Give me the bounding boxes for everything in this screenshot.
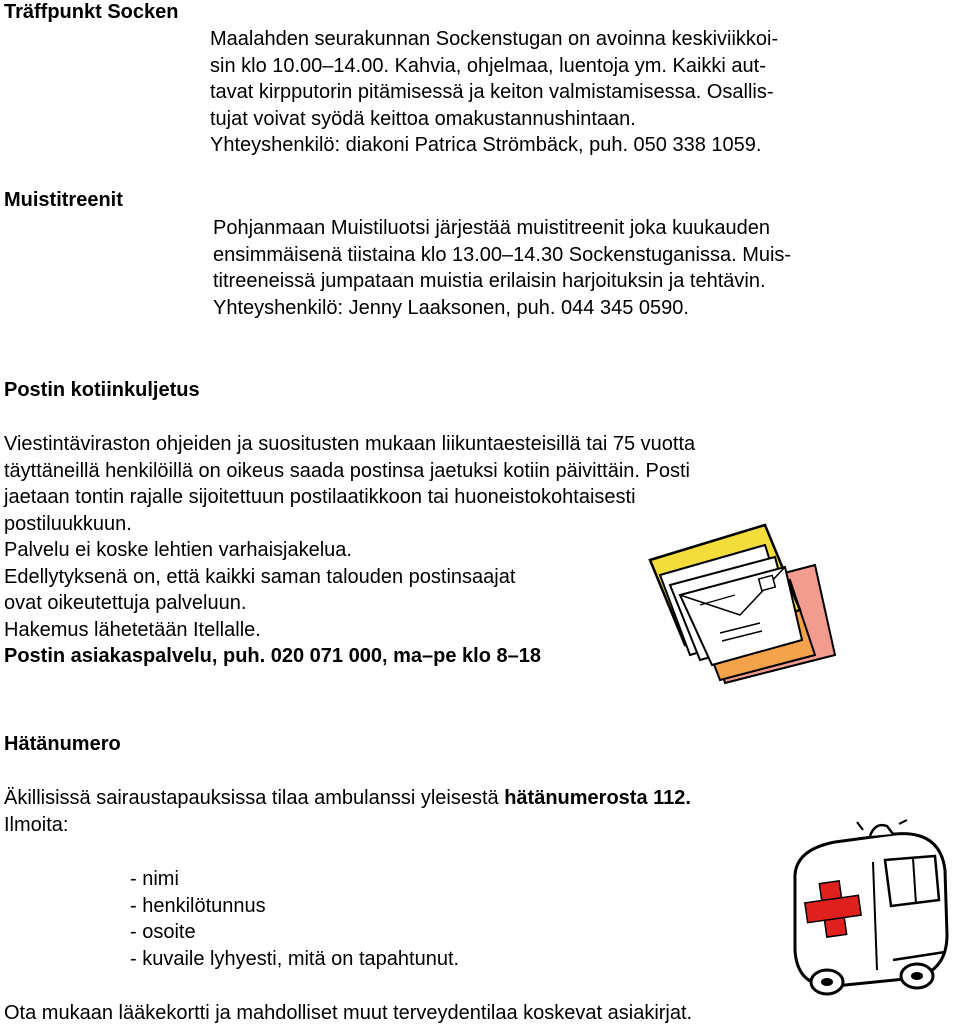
posti-line: jaetaan tontin rajalle sijoitettuun postilaatikkoon tai huoneistokohtaisesti xyxy=(4,486,636,508)
hatanumero-intro-line xyxy=(4,785,691,812)
posti-line: täyttäneillä henkilöillä on oikeus saada postinsa jaetuksi kotiin päivittäin. Posti xyxy=(4,459,690,482)
posti-body xyxy=(4,431,695,670)
traffpunkt-line: Maalahden seurakunnan Sockenstugan on avoinna keskiviikkoi- xyxy=(210,28,779,50)
section-title-hatanumero: Hätänumero xyxy=(4,733,121,755)
section-title-posti: Postin kotiinkuljetus xyxy=(4,379,200,401)
hatanumero-footer: Ota mukaan lääkekortti ja mahdolliset muut terveydentilaa koskevat asiakirjat. xyxy=(4,1002,693,1024)
traffpunkt-line: tavat kirpputorin pitämisessä ja keiton valmistamisessa. Osallis- xyxy=(210,81,774,103)
posti-line: ovat oikeutettuja palveluun. xyxy=(4,592,247,614)
list-item: - nimi xyxy=(130,868,179,890)
traffpunkt-line: sin klo 10.00–14.00. Kahvia, ohjelmaa, luentoja ym. Kaikki aut- xyxy=(210,54,766,77)
hatanumero-intro-bold: hätänumerosta 112. xyxy=(504,787,691,809)
muistitreenit-line: titreeneissä jumpataan muistia erilaisin harjoituksin ja tehtävin. xyxy=(213,270,766,292)
section-title-muistitreenit: Muistitreenit xyxy=(4,189,123,211)
muistitreenit-line: Pohjanmaan Muistiluotsi järjestää muistitreenit joka kuukauden xyxy=(213,217,770,239)
list-item: - henkilötunnus xyxy=(130,894,266,917)
muistitreenit-body xyxy=(213,215,791,321)
traffpunkt-line: Yhteyshenkilö: diakoni Patrica Strömbäck, puh. 050 338 1059. xyxy=(210,134,762,156)
traffpunkt-body xyxy=(210,26,778,159)
hatanumero-list xyxy=(130,866,459,972)
hatanumero-intro xyxy=(4,785,691,838)
envelopes-icon xyxy=(640,505,840,685)
hatanumero-intro-plain: Äkillisissä sairaustapauksissa tilaa ambulanssi yleisestä xyxy=(4,787,505,809)
traffpunkt-line: tujat voivat syödä keittoa omakustannushintaan. xyxy=(210,107,636,130)
list-item: - osoite xyxy=(130,921,196,943)
posti-line: Viestintäviraston ohjeiden ja suositusten mukaan liikuntaesteisillä tai 75 vuotta xyxy=(4,433,696,455)
ambulance-icon xyxy=(775,820,955,1000)
hatanumero-ilmoita: Ilmoita: xyxy=(4,813,69,836)
posti-line: Hakemus lähetetään Itellalle. xyxy=(4,618,261,641)
posti-line: Edellytyksenä on, että kaikki saman talouden postinsaajat xyxy=(4,565,516,588)
posti-line: postiluukkuun. xyxy=(4,512,132,535)
muistitreenit-line: Yhteyshenkilö: Jenny Laaksonen, puh. 044 345 0590. xyxy=(213,296,689,319)
list-item: - kuvaile lyhyesti, mitä on tapahtunut. xyxy=(130,947,460,970)
posti-contact: Postin asiakaspalvelu, puh. 020 071 000, ma–pe klo 8–18 xyxy=(4,645,541,667)
posti-line: Palvelu ei koske lehtien varhaisjakelua. xyxy=(4,539,352,561)
muistitreenit-line: ensimmäisenä tiistaina klo 13.00–14.30 Sockenstuganissa. Muis- xyxy=(213,243,792,266)
section-title-traffpunkt: Träffpunkt Socken xyxy=(4,1,179,23)
